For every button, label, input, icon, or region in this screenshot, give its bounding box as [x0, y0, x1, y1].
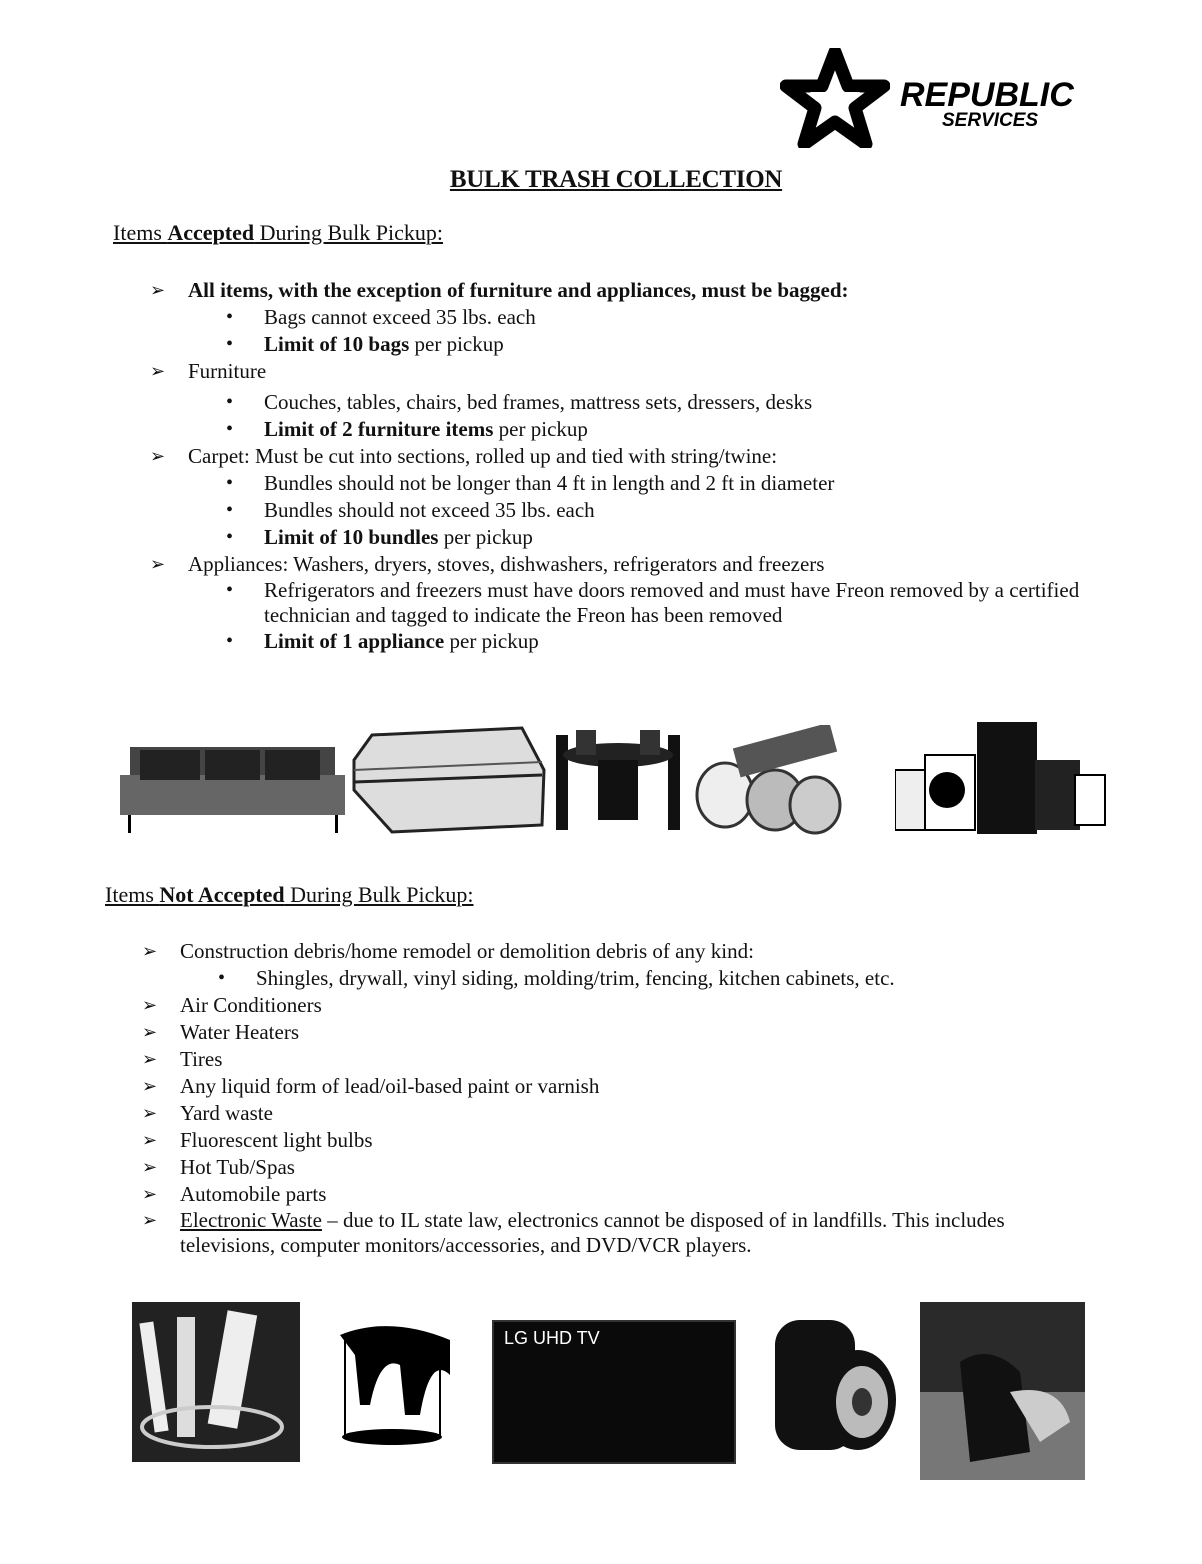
appliances-photo: [895, 720, 1110, 835]
logo-subtitle: SERVICES: [942, 110, 1039, 131]
list-item: ➢ Carpet: Must be cut into sections, rolled up and tied with string/twine:: [150, 443, 1130, 470]
accepted-heading: Items Accepted During Bulk Pickup:: [113, 220, 443, 245]
sub-item: • Refrigerators and freezers must have doors removed and must have Freon removed by a certified technician and tagged to indicate the Freon has been removed: [226, 578, 1130, 628]
list-item-ewaste: ➢ Electronic Waste – due to IL state law, electronics cannot be disposed of in landfills. This includes televisions, computer monitors/accessories, and DVD/VCR players.: [142, 1208, 1072, 1258]
tv-photo: [492, 1320, 736, 1464]
list-item: ➢ Furniture: [150, 358, 1130, 385]
republic-services-logo: [780, 48, 1110, 148]
list-item: ➢ Fluorescent light bulbs: [142, 1127, 1072, 1154]
page-title: BULK TRASH COLLECTION: [449, 166, 783, 193]
list-item: ➢ All items, with the exception of furniture and appliances, must be bagged:: [150, 277, 1130, 304]
list-item: ➢ Yard waste: [142, 1100, 1072, 1127]
sub-item: • Bundles should not be longer than 4 ft in length and 2 ft in diameter: [226, 470, 1130, 497]
not-accepted-list: [142, 938, 1072, 1258]
sub-item: • Shingles, drywall, vinyl siding, molding/trim, fencing, kitchen cabinets, etc.: [218, 965, 1072, 992]
list-item: ➢ Air Conditioners: [142, 992, 1072, 1019]
dining-set-photo: [548, 720, 688, 835]
paint-can-photo: [310, 1315, 480, 1455]
construction-debris-photo: [132, 1302, 300, 1462]
not-accepted-images: [130, 1300, 1090, 1485]
sub-item: • Bags cannot exceed 35 lbs. each: [226, 304, 1130, 331]
sub-item: • Limit of 10 bundles per pickup: [226, 524, 1130, 551]
list-item: ➢ Construction debris/home remodel or demolition debris of any kind:: [142, 938, 1072, 965]
list-item: ➢ Appliances: Washers, dryers, stoves, dishwashers, refrigerators and freezers: [150, 551, 1130, 578]
sub-item: • Limit of 10 bags per pickup: [226, 331, 1130, 358]
rolled-carpet-photo: [695, 725, 875, 835]
sub-item: • Bundles should not exceed 35 lbs. each: [226, 497, 1130, 524]
accepted-images: [120, 715, 1110, 840]
sub-item: • Limit of 1 appliance per pickup: [226, 628, 1130, 655]
list-item: ➢ Any liquid form of lead/oil-based paint or varnish: [142, 1073, 1072, 1100]
yard-debris-photo: [920, 1302, 1085, 1480]
tires-photo: [770, 1315, 900, 1460]
list-item: ➢ Tires: [142, 1046, 1072, 1073]
sofa-photo: [120, 735, 350, 835]
logo-wordmark: REPUBLIC: [900, 76, 1074, 114]
mattress-photo: [352, 720, 547, 835]
accepted-list: [150, 277, 1130, 655]
tv-brand-label: LG UHD TV: [504, 1328, 600, 1348]
list-item: ➢ Automobile parts: [142, 1181, 1072, 1208]
republic-star-icon: [780, 48, 890, 148]
sub-item: • Limit of 2 furniture items per pickup: [226, 416, 1130, 443]
not-accepted-heading: Items Not Accepted During Bulk Pickup:: [105, 882, 474, 907]
list-item: ➢ Hot Tub/Spas: [142, 1154, 1072, 1181]
sub-item: • Couches, tables, chairs, bed frames, mattress sets, dressers, desks: [226, 389, 1130, 416]
list-item: ➢ Water Heaters: [142, 1019, 1072, 1046]
